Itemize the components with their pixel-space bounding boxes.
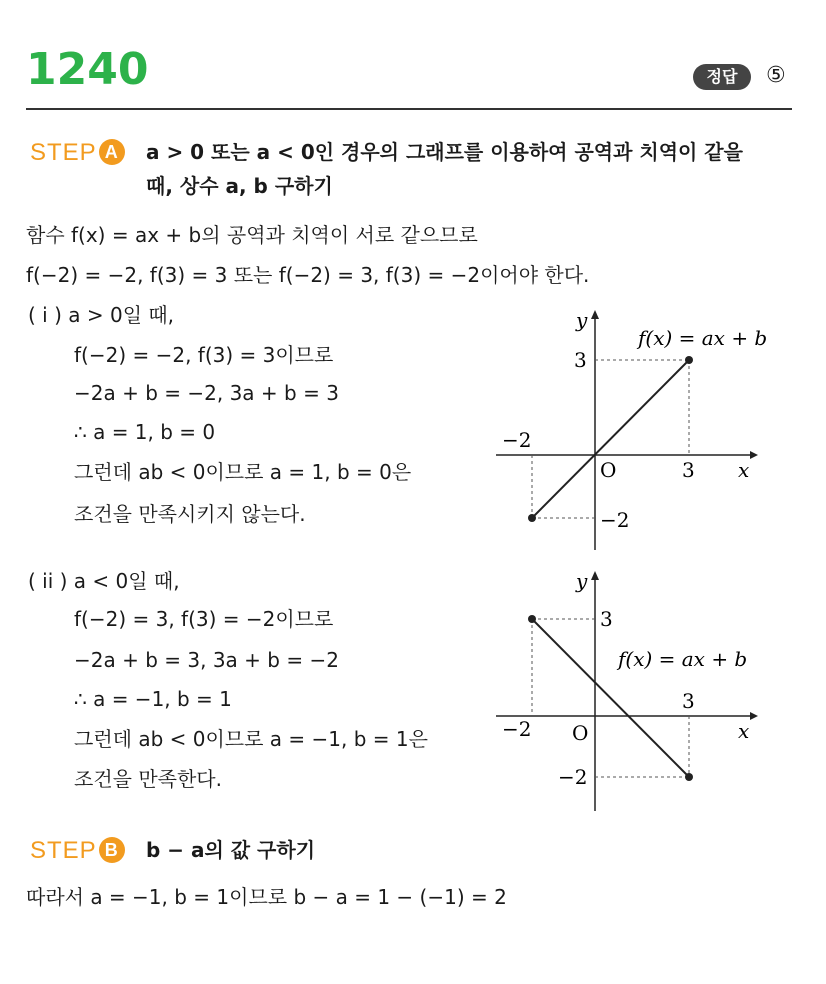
case2-heading: ( ii ) a < 0일 때, — [28, 569, 180, 593]
graph2-point-right — [685, 773, 693, 781]
case1-heading: ( i ) a > 0일 때, — [28, 303, 175, 327]
case1-line-2: −2a + b = −2, 3a + b = 3 — [74, 381, 339, 405]
step-a-title-line1: a > 0 또는 a < 0인 경우의 그래프를 이용하여 공역과 치역이 같을 — [146, 140, 743, 164]
step-a-title-line2: 때, 상수 a, b 구하기 — [146, 174, 333, 198]
step-b-title: b − a의 값 구하기 — [146, 838, 316, 862]
case2-line-3: ∴ a = −1, b = 1 — [74, 687, 232, 711]
graph2-point-left — [528, 615, 536, 623]
graph2-x-label: x — [738, 719, 750, 743]
graph2-y-arrow — [591, 571, 599, 580]
graph2-y-label: y — [576, 569, 588, 593]
graph1-tick-x3: 3 — [682, 458, 695, 482]
graph2-func-label: f(x) = ax + b — [618, 647, 748, 671]
case2-line-4: 그런데 ab < 0이므로 a = −1, b = 1은 — [74, 727, 428, 751]
intro-line-1: 함수 f(x) = ax + b의 공역과 치역이 서로 같으므로 — [26, 223, 478, 247]
step-b-badge: B — [99, 837, 125, 863]
graph1-point-right — [685, 356, 693, 364]
case2-line-1: f(−2) = 3, f(3) = −2이므로 — [74, 607, 334, 631]
graph1-origin: O — [600, 458, 617, 482]
graph1-tick-yneg2: −2 — [600, 508, 630, 532]
graph1-y-arrow — [591, 310, 599, 319]
case2-line-5: 조건을 만족한다. — [74, 767, 222, 791]
step-a-badge: A — [99, 139, 125, 165]
problem-number: 1240 — [26, 44, 149, 95]
answer-badge: 정답 — [693, 64, 751, 90]
graph-case2 — [488, 566, 768, 816]
step-a-text: STEP — [30, 139, 97, 166]
graph1-y-label: y — [576, 308, 588, 332]
step-b-text: STEP — [30, 837, 97, 864]
graph-case1 — [488, 305, 768, 555]
case1-line-1: f(−2) = −2, f(3) = 3이므로 — [74, 343, 334, 367]
graph1-x-label: x — [738, 458, 750, 482]
graph2-tick-xneg2: −2 — [502, 717, 532, 741]
case1-line-5: 조건을 만족시키지 않는다. — [74, 502, 306, 526]
graph2-tick-yneg2: −2 — [558, 765, 588, 789]
graph1-func-label: f(x) = ax + b — [638, 326, 768, 350]
graph2-origin: O — [572, 721, 589, 745]
graph2-function-line — [532, 619, 689, 777]
graph2-tick-x3: 3 — [682, 689, 695, 713]
graph2-x-arrow — [750, 712, 758, 720]
conclusion-line: 따라서 a = −1, b = 1이므로 b − a = 1 − (−1) = 2 — [26, 885, 507, 909]
graph1-tick-y3: 3 — [574, 348, 587, 372]
graph1-x-arrow — [750, 451, 758, 459]
case1-line-3: ∴ a = 1, b = 0 — [74, 420, 216, 444]
graph1-tick-xneg2: −2 — [502, 428, 532, 452]
case1-line-4: 그런데 ab < 0이므로 a = 1, b = 0은 — [74, 460, 412, 484]
case2-line-2: −2a + b = 3, 3a + b = −2 — [74, 648, 339, 672]
step-b-label — [30, 836, 125, 866]
answer-value: ⑤ — [766, 63, 786, 88]
step-a-label — [30, 138, 125, 168]
graph1-function-line — [532, 360, 689, 518]
graph2-tick-y3: 3 — [600, 607, 613, 631]
graph1-point-left — [528, 514, 536, 522]
header-divider — [26, 108, 792, 110]
intro-line-2: f(−2) = −2, f(3) = 3 또는 f(−2) = 3, f(3) = −2이어야 한다. — [26, 263, 590, 287]
